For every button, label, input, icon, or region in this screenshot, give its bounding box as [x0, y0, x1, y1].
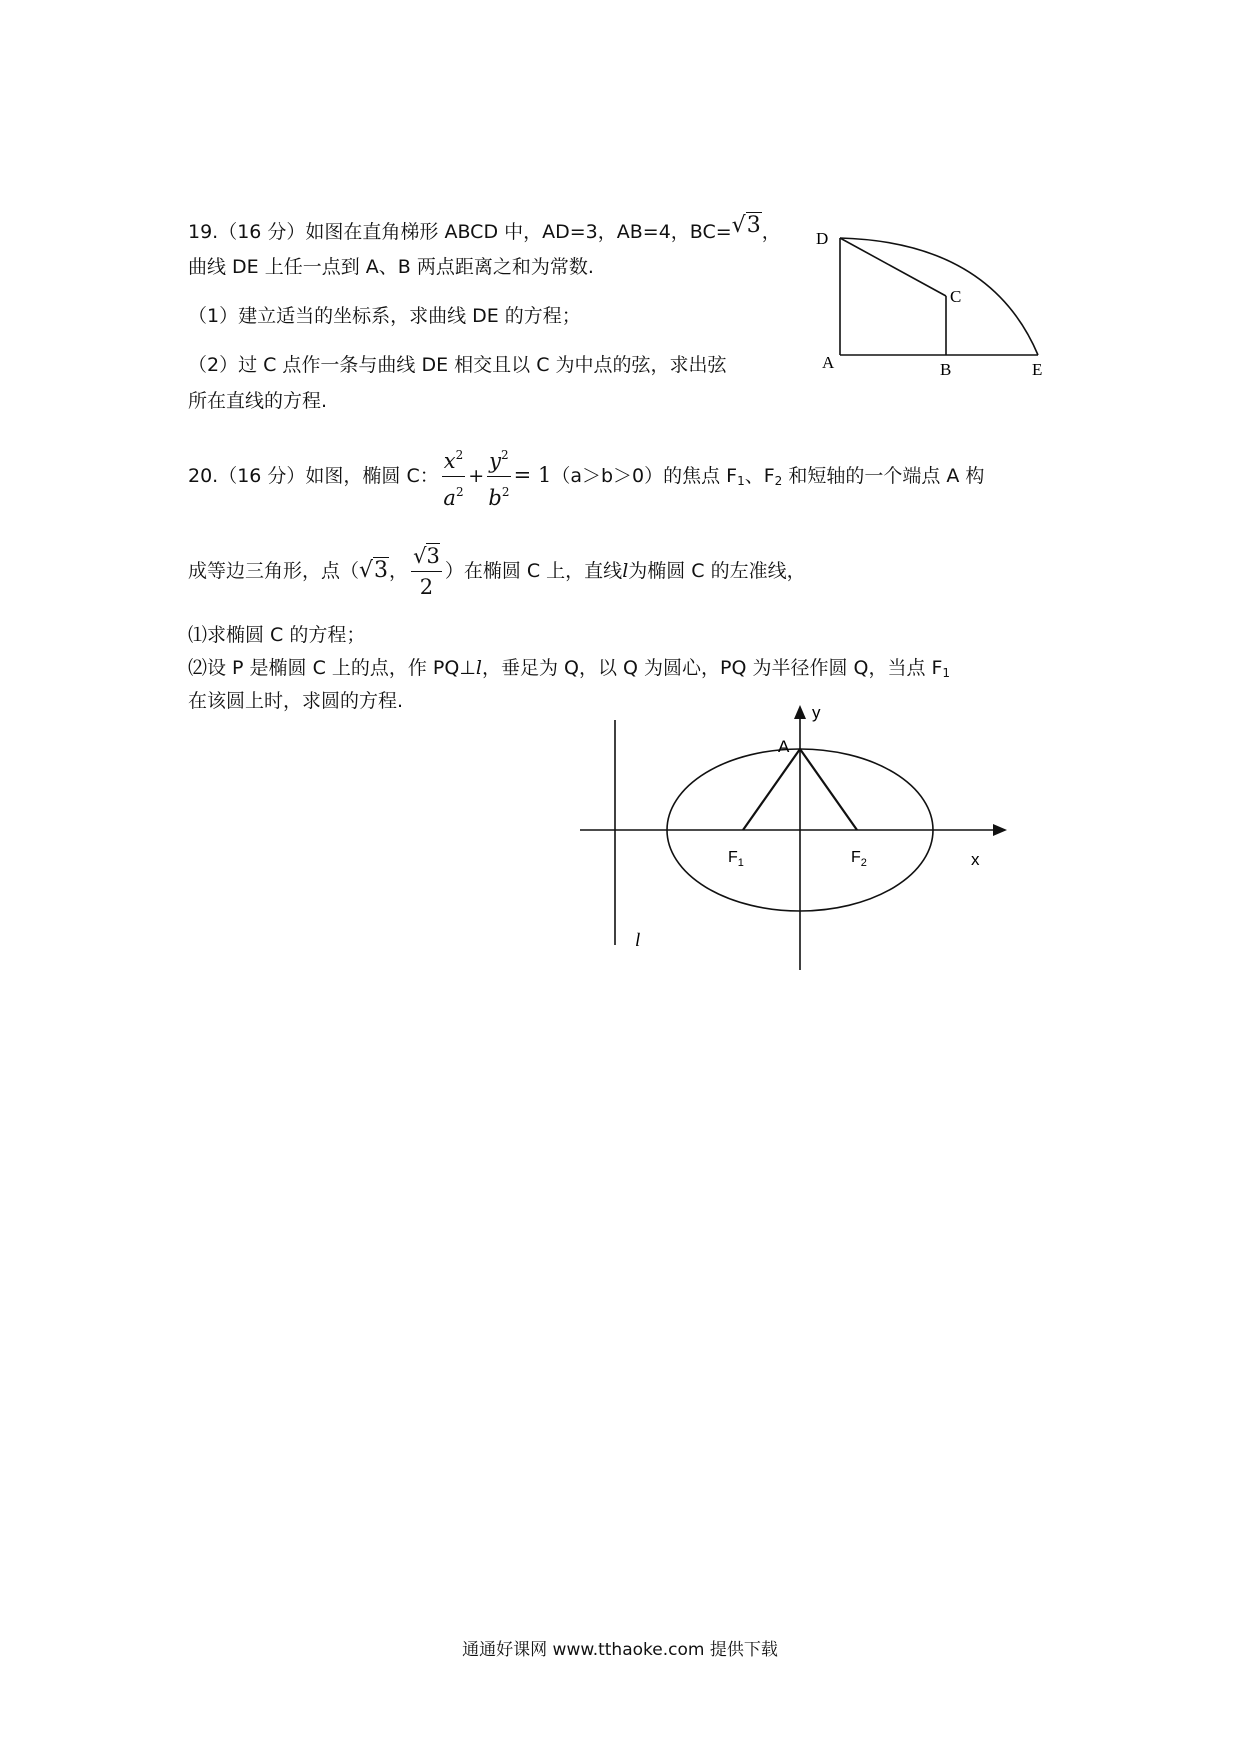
label-a: A [778, 737, 790, 756]
q19-line2: 曲线 DE 上任一点到 A、B 两点距离之和为常数. [188, 256, 594, 278]
fraction-sqrt3-over-2: $\frac{√3}{2}$ [411, 541, 442, 602]
label-l: l [635, 930, 641, 951]
label-d: D [816, 229, 829, 248]
trapezoid-figure [810, 220, 1050, 385]
sqrt3-bc: √3 [731, 213, 761, 238]
q19-line1-text: 19.（16 分）如图在直角梯形 ABCD 中，AD=3，AB=4，BC= [188, 221, 732, 243]
y-axis-arrow [794, 705, 806, 719]
q20-line2: 成等边三角形，点（√3， $\frac{√3}{2}$ ）在椭圆 C 上，直线l为椭圆 C 的左准线， [188, 536, 806, 606]
label-e: E [1032, 360, 1043, 379]
fraction-y2-b2: $\frac{y^2}{b^2}$ [487, 440, 511, 513]
label-a: A [822, 353, 835, 372]
q19-part2-a: （2）过 C 点作一条与曲线 DE 相交且以 C 为中点的弦，求出弦 [188, 354, 727, 376]
q20-part1: ⑴求椭圆 C 的方程； [188, 624, 366, 646]
fraction-x2-a2: $\frac{x^2}{a^2}$ [442, 440, 465, 513]
curve-de [840, 238, 1038, 355]
sqrt3-point-x: √3 [359, 558, 389, 583]
label-f2: $F_2$ [851, 849, 867, 869]
label-x: x [971, 850, 980, 869]
q19-part1: （1）建立适当的坐标系，求曲线 DE 的方程； [188, 305, 581, 327]
label-y: y [812, 703, 821, 722]
q20-line1: 20.（16 分）如图，椭圆 C： $\frac{x^2}{a^2}$ + $\frac{y^2}{b^2}$ = 1（a＞b＞0）的焦点 $F_1$、$F_2$ 和短轴的一个端点 A 构 [188, 440, 984, 516]
ellipse-figure [575, 700, 1015, 980]
label-c: C [950, 287, 962, 306]
q19-line1: 19.（16 分）如图在直角梯形 ABCD 中，AD=3，AB=4，BC=√3， [188, 213, 781, 243]
q19-part2-b: 所在直线的方程. [188, 390, 328, 412]
x-axis-arrow [993, 824, 1007, 836]
page-footer: 通通好课网 www.tthaoke.com 提供下载 [462, 1640, 778, 1660]
segment-dc [840, 238, 946, 296]
q20-part2-line1: ⑵设 P 是椭圆 C 上的点，作 PQ⊥l，垂足为 Q，以 Q 为圆心，PQ 为半径作圆 Q，当点 $F_1$ [188, 657, 951, 680]
q20-part2-line2: 在该圆上时，求圆的方程. [188, 690, 404, 712]
label-f1: $F_1$ [728, 849, 744, 869]
label-b: B [940, 360, 952, 379]
